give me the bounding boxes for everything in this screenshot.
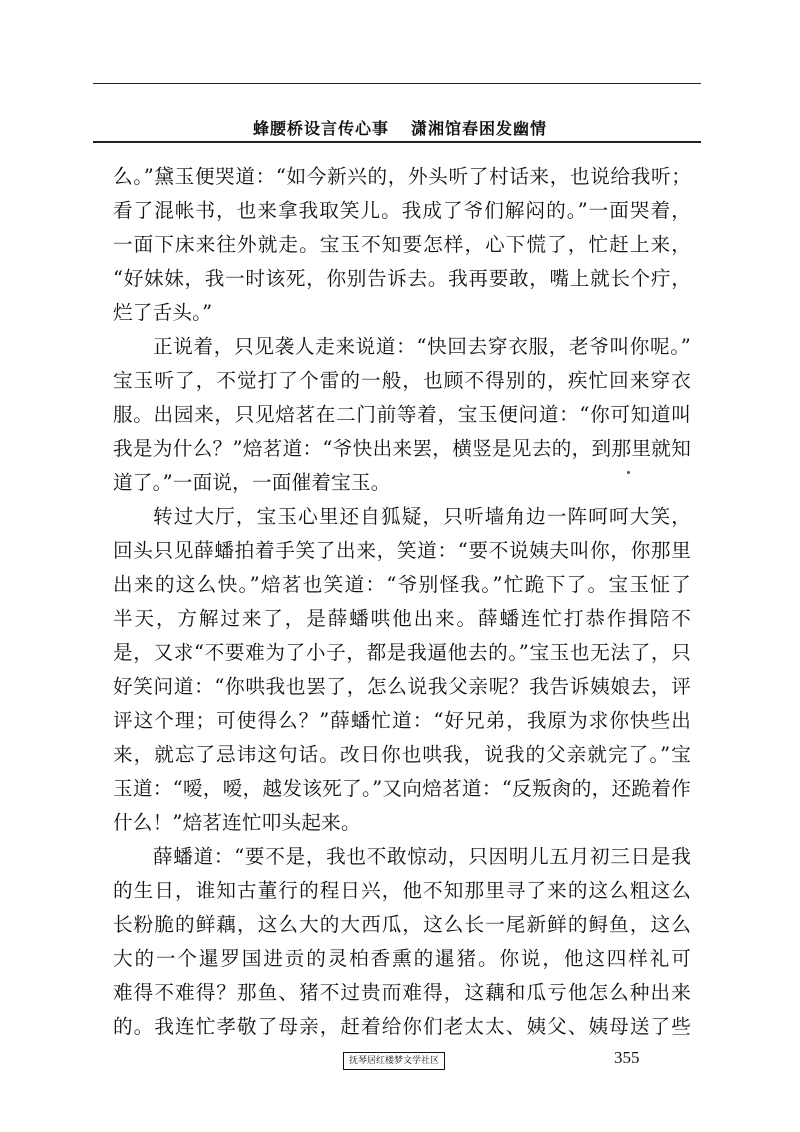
page-number: 355: [614, 1048, 640, 1067]
body-text: [113, 160, 691, 1044]
text-line: 宝玉听了，不觉打了个雷的一般，也顾不得别的，疾忙回来穿衣: [113, 369, 691, 392]
text-line: 正说着，只见袭人走来说道：“快回去穿衣服，老爷叫你呢。”: [153, 335, 691, 358]
text-line: 看了混帐书，也来拿我取笑儿。我成了爷们解闷的。”一面哭着，: [113, 199, 691, 222]
text-line: 来，就忘了忌讳这句话。改日你也哄我，说我的父亲就完了。”宝: [113, 743, 691, 766]
text-line: 大的一个暹罗国进贡的灵柏香熏的暹猪。你说，他这四样礼可: [113, 947, 691, 970]
text-line: 评这个理；可使得么？”薛蟠忙道：“好兄弟，我原为求你快些出: [113, 709, 691, 732]
paragraph: [113, 330, 691, 500]
text-line: 长粉脆的鲜藕，这么大的大西瓜，这么长一尾新鲜的鲟鱼，这么: [113, 913, 691, 936]
text-line: 的生日，谁知古董行的程日兴，他不知那里寻了来的这么粗这么: [113, 879, 691, 902]
paragraph: [113, 500, 691, 840]
scan-speck: [627, 471, 630, 474]
text-line: 什么！”焙茗连忙叩头起来。: [113, 811, 361, 834]
watermark-stamp: 抚琴居红楼梦文学社区: [343, 1052, 445, 1070]
chapter-title-right: 潇湘馆春困发幽情: [411, 119, 548, 138]
top-border-rule: [93, 83, 701, 84]
text-line: 难得不难得？那鱼、猪不过贵而难得，这藕和瓜亏他怎么种出来: [113, 981, 691, 1004]
paragraph: [113, 160, 691, 330]
chapter-title-left: 蜂腰桥设言传心事: [252, 119, 389, 138]
text-line: 半天，方解过来了，是薛蟠哄他出来。薛蟠连忙打恭作揖陪不: [113, 607, 691, 630]
text-line: 转过大厅，宝玉心里还自狐疑，只听墙角边一阵呵呵大笑，: [153, 505, 691, 528]
running-header: [0, 116, 800, 139]
text-line: “好妹妹，我一时该死，你别告诉去。我再要敢，嘴上就长个疔，: [113, 267, 691, 290]
text-line: 玉道：“嗳，嗳，越发该死了。”又向焙茗道：“反叛肏的，还跪着作: [113, 777, 691, 800]
text-line: 的。我连忙孝敬了母亲，赶着给你们老太太、姨父、姨母送了些: [113, 1015, 691, 1038]
text-line: 烂了舌头。”: [113, 301, 213, 324]
text-line: 服。出园来，只见焙茗在二门前等着，宝玉便问道：“你可知道叫: [113, 403, 691, 426]
text-line: 我是为什么？”焙茗道：“爷快出来罢，横竖是见去的，到那里就知: [113, 437, 691, 460]
text-line: 薛蟠道：“要不是，我也不敢惊动，只因明儿五月初三日是我: [153, 845, 691, 868]
text-line: 回头只见薛蟠拍着手笑了出来，笑道：“要不说姨夫叫你，你那里: [113, 539, 691, 562]
text-line: 么。”黛玉便哭道：“如今新兴的，外头听了村话来，也说给我听；: [113, 165, 691, 188]
text-line: 出来的这么快。”焙茗也笑道：“爷别怪我。”忙跪下了。宝玉怔了: [113, 573, 691, 596]
paragraph: [113, 840, 691, 1044]
header-rule: [93, 141, 701, 143]
text-line: 一面下床来往外就走。宝玉不知要怎样，心下慌了，忙赶上来，: [113, 233, 691, 256]
text-line: 道了。”一面说，一面催着宝玉。: [113, 471, 391, 494]
text-line: 是，又求“不要难为了小子，都是我逼他去的。”宝玉也无法了，只: [113, 641, 691, 664]
text-line: 好笑问道：“你哄我也罢了，怎么说我父亲呢？我告诉姨娘去，评: [113, 675, 691, 698]
